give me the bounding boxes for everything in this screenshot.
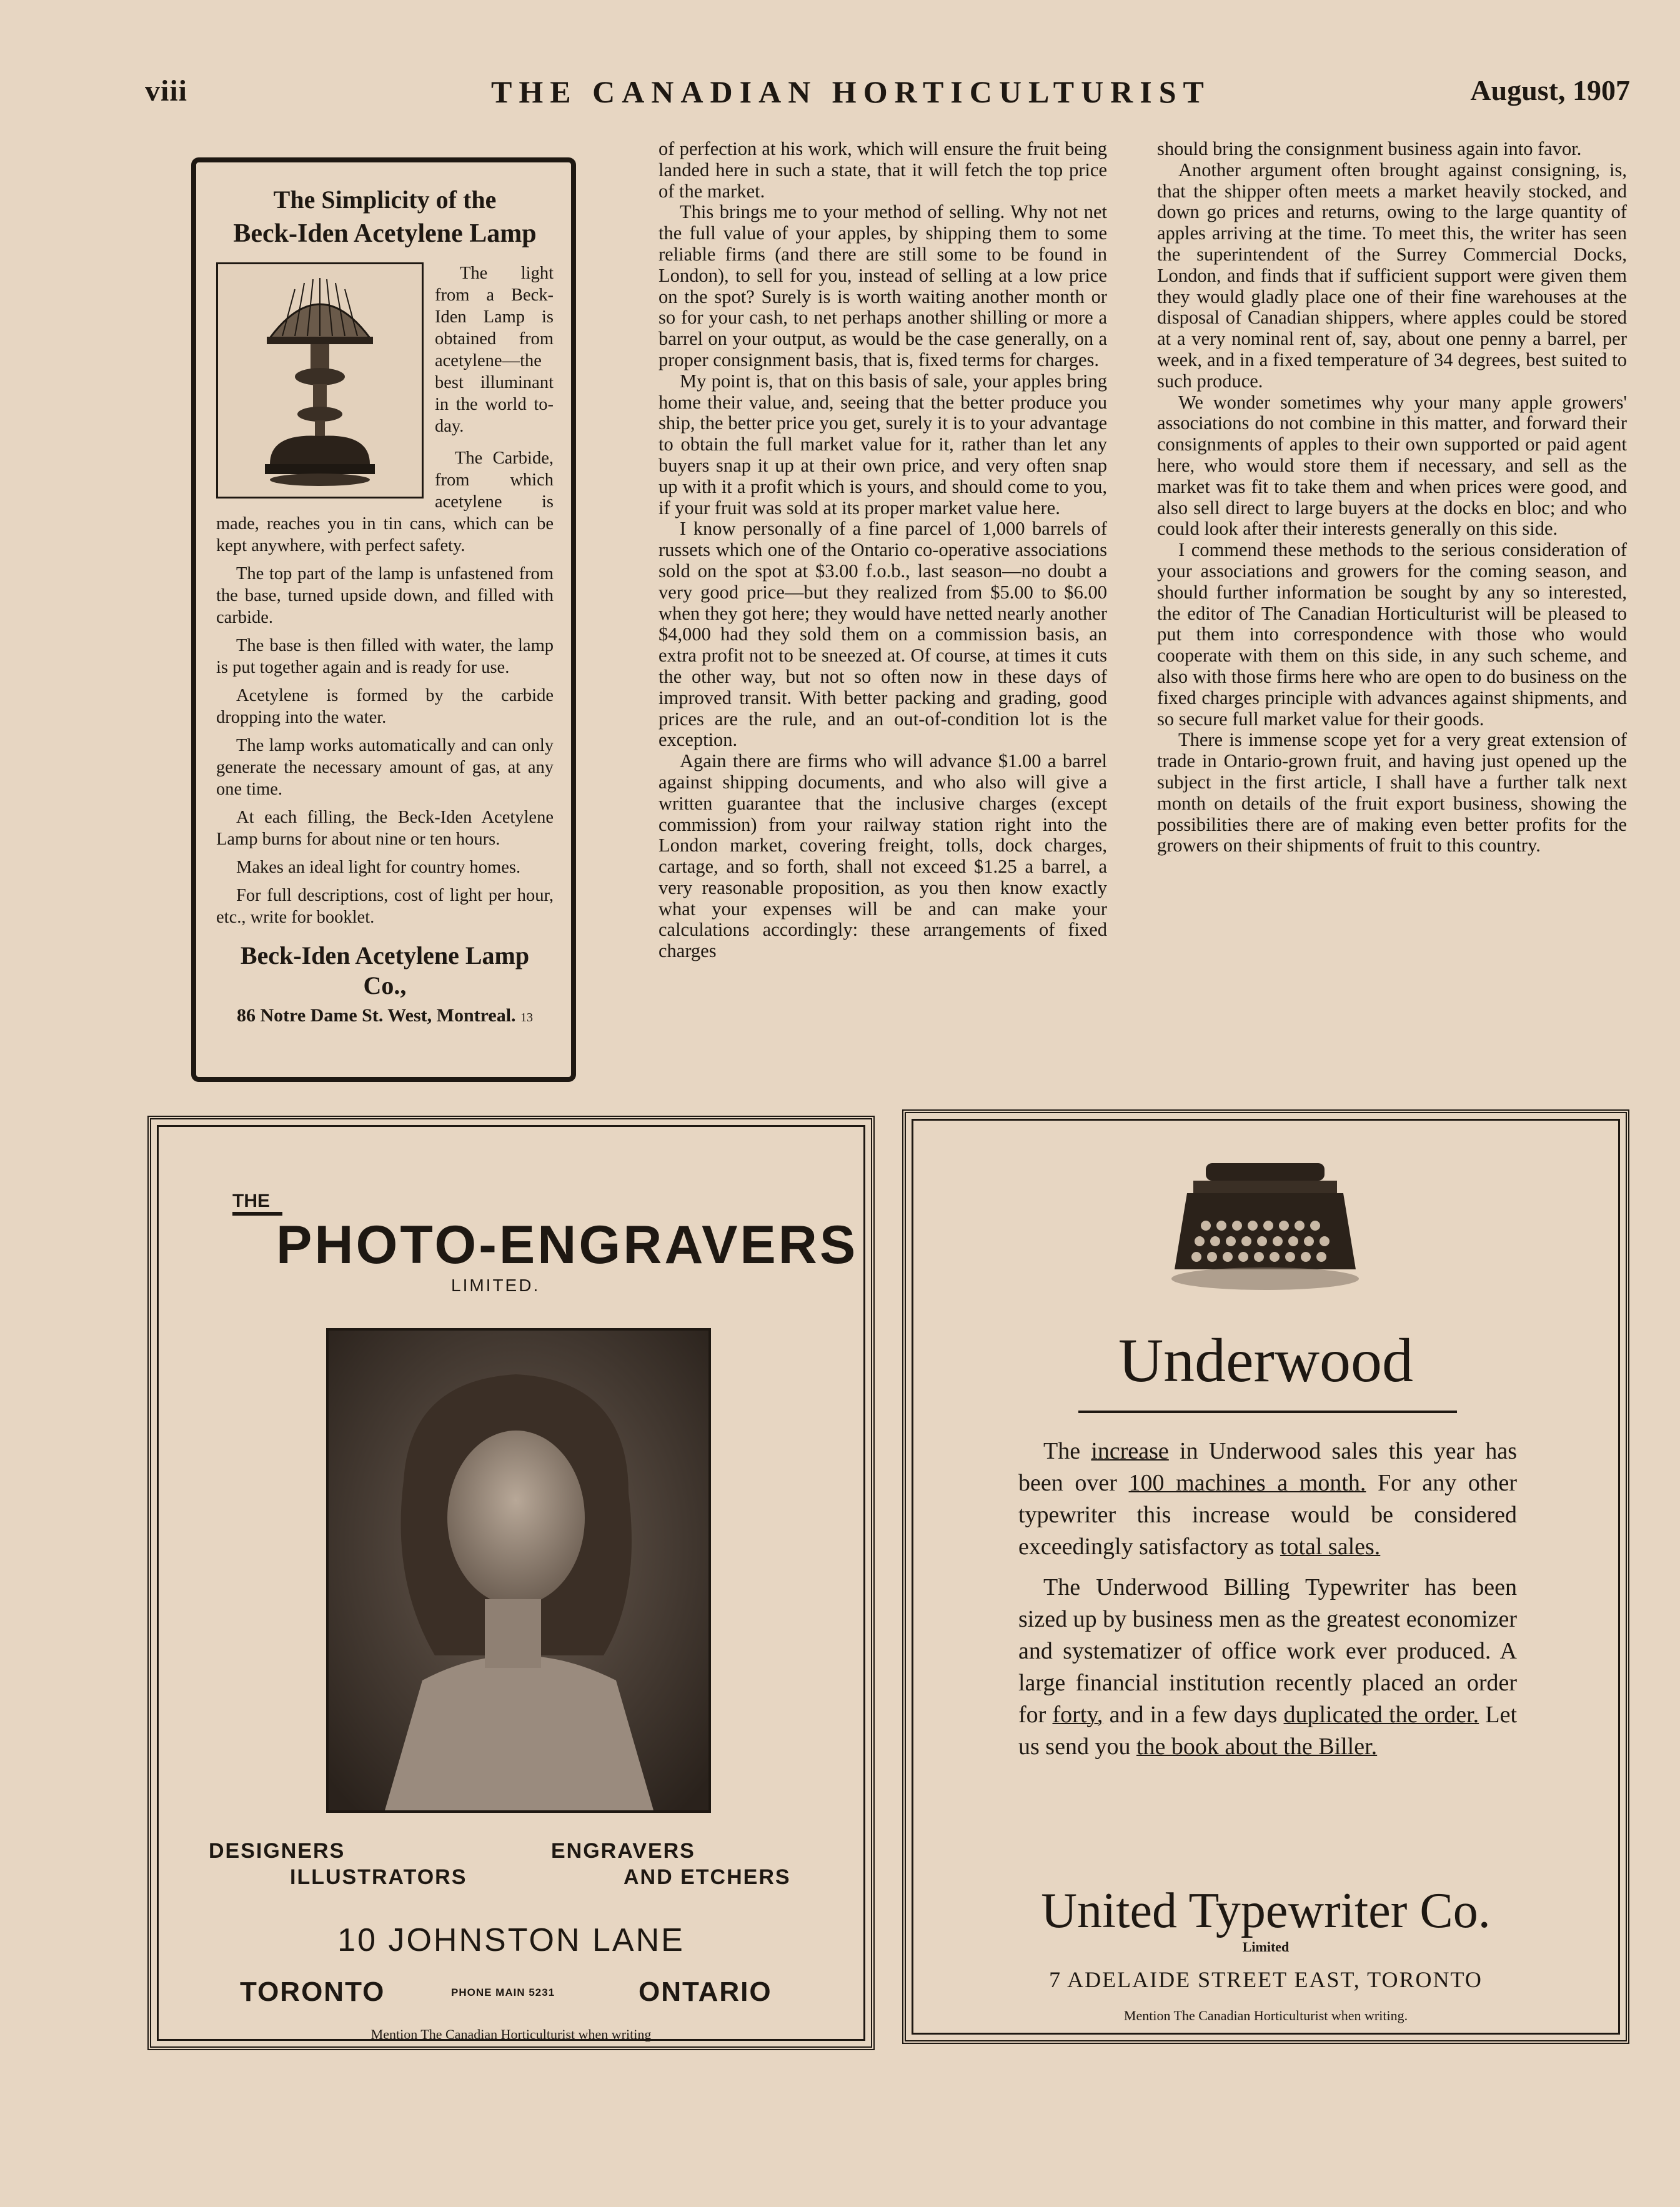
- uw-address: 7 ADELAIDE STREET EAST, TORONTO: [1049, 1967, 1483, 1992]
- underwood-title: Underwood: [1118, 1326, 1414, 1395]
- article-paragraph: We wonder sometimes why your many apple growers' associations do not combine in this matter, and forward their consignments of apples to their own supported or paid agent here, who would store them if necessary, and sell as the market was fit to take them and when prices were good, and also sell direct to large buyers at the docks en bloc; and who could look after their interests generally on this side.: [1157, 391, 1627, 540]
- pe-illustrators: ILLUSTRATORS: [290, 1865, 467, 1889]
- article-column-2: [1157, 139, 1627, 856]
- underwood-body: [1018, 1436, 1517, 1772]
- beck-address-line: [216, 1004, 554, 1029]
- underwood-advertisement: [902, 1109, 1629, 2044]
- article-paragraph: There is immense scope yet for a very great extension of trade in Ontario-grown fruit, and having just opened up the subject in the first article, I shall have a further talk next month on details of the fruit export business, showing the possibilities there are of making even better profits for the growers on their shipments of fruit to this country.: [1157, 729, 1627, 856]
- article-paragraph: I commend these methods to the serious consideration of your associations and growers for the coming season, and should further information be sought by any so interested, the editor of The Canadian Horticulturist will be pleased to put them into correspondence with those who would cooperate with them on this side, in any such scheme, and also with those firms here who are open to do business on the fixed charges principle with advances against shipments, and so secure full market value for their goods.: [1157, 539, 1627, 730]
- underwood-paragraph-2: The Underwood Billing Typewriter has been sized up by business men as the greatest economizer and systematizer of office work ever produced. A large financial institution recently placed an order for forty, and in a few days duplicated the order. Let us send you the book about the Biller.: [1018, 1574, 1518, 1760]
- beck-company: Beck-Iden Acetylene Lamp Co.,: [240, 941, 530, 999]
- beck-paragraph: The Carbide, from which acetylene is made, reaches you in tin cans, which can be kept anywhere, with perfect safety.: [216, 449, 554, 555]
- beck-paragraph: The top part of the lamp is unfastened from the base, turned upside down, and filled with carbide.: [216, 564, 554, 627]
- pe-street: 10 JOHNSTON LANE: [337, 1922, 685, 1958]
- beck-paragraph: The light from a Beck-Iden Lamp is obtained from acetylene—the best illuminant in the world to-day.: [435, 264, 554, 436]
- portrait-photo: [326, 1328, 711, 1813]
- typewriter-illustration: [1168, 1151, 1362, 1294]
- acetylene-lamp-icon: [218, 264, 422, 497]
- beck-address: 86 Notre Dame St. West, Montreal.: [236, 1005, 516, 1026]
- article-paragraph: I know personally of a fine parcel of 1,000 barrels of russets which one of the Ontario co-operative associations sold on the spot at $3.00 f.o.b., last season—no doubt a very good price—but they realized from $5.00 to $6.00 when they got here; they would have netted nearly another $4,000 had they sold them on a commission basis, an extra profit not to be sneezed at. Of course, at times it cuts the other way, but not so often now in these days of improved transit. With better packing and grading, good prices are the rule, and an out-of-condition lot is the exception.: [659, 518, 1107, 751]
- beck-ad-number: 13: [520, 1011, 534, 1024]
- beck-title-line1: The Simplicity of the: [273, 186, 497, 214]
- pe-phone: PHONE MAIN 5231: [451, 1986, 555, 1998]
- magazine-title: THE CANADIAN HORTICULTURIST: [491, 74, 1211, 109]
- beck-paragraph: At each filling, the Beck-Iden Acetylene Lamp burns for about nine or ten hours.: [216, 808, 554, 849]
- pe-limited: LIMITED.: [451, 1276, 540, 1295]
- uw-limited: Limited: [1242, 1939, 1290, 1955]
- beck-paragraph: The base is then filled with water, the lamp is put together again and is ready for use.: [216, 636, 554, 677]
- photo-engravers-advertisement: [147, 1116, 875, 2050]
- article-paragraph: Again there are firms who will advance $1.00 a barrel against shipping documents, and who also will give a written guarantee that the inclusive charges (except commission) from your railway station right into the London market, covering freight, tolls, dock charges, cartage, and so forth, shall not exceed $1.25 a barrel, a very reasonable proposition, as you then know exactly what your expenses will be and can make your calculations accordingly: these arrangements of fixed charges: [659, 750, 1107, 962]
- photo-engravers-logo: [232, 1169, 858, 1282]
- underwood-paragraph-1: The increase in Underwood sales this year has been over 100 machines a month. For any other typewriter this increase would be considered exceedingly satisfactory as total sales.: [1018, 1438, 1518, 1560]
- pe-city: TORONTO: [240, 1976, 385, 2007]
- lamp-illustration: [216, 262, 424, 498]
- logo-name: PHOTO-ENGRAVERS: [276, 1215, 858, 1275]
- article-paragraph: should bring the consignment business again into favor.: [1157, 138, 1582, 159]
- article-paragraph: of perfection at his work, which will ensure the fruit being landed here in such a state, that it will fetch the top price of the market.: [659, 138, 1107, 202]
- beck-iden-advertisement: [191, 157, 576, 1082]
- typewriter-icon: [1168, 1151, 1362, 1294]
- issue-date: August, 1907: [1470, 74, 1630, 106]
- portrait-image: [329, 1331, 708, 1810]
- article-paragraph: My point is, that on this basis of sale, your apples bring home their value, and, seeing that the better produce you ship, the better price you get, surely it is to your advantage to obtain the full market value for it, rather than let any buyers snap it up at their own price, and very often snap up with it a profit which is yours, and should come to you, if your fruit was sold at its proper market value here.: [659, 370, 1107, 518]
- pe-mention: Mention The Canadian Horticulturist when writing: [370, 2026, 652, 2042]
- pe-etchers: AND ETCHERS: [624, 1865, 791, 1889]
- beck-paragraph: The lamp works automatically and can only generate the necessary amount of gas, at any one time.: [216, 736, 554, 799]
- pe-province: ONTARIO: [639, 1976, 772, 2007]
- title-underline: [1078, 1411, 1457, 1413]
- beck-paragraph: Acetylene is formed by the carbide dropping into the water.: [216, 686, 554, 727]
- united-typewriter-company: United Typewriter Co.: [1041, 1883, 1491, 1938]
- logo-the: THE: [232, 1191, 270, 1211]
- article-paragraph: This brings me to your method of selling. Why not net the full value of your apples, by shipping them to some reliable firms (and there are still some to be found in London), to sell for you, instead of selling at a low price on the spot? Surely is is worth waiting another month or so for your cash, to net perhaps another shilling or more a barrel on your output, as would be the case generally, on a proper consignment basis, that is, fixed terms for charges.: [659, 201, 1107, 370]
- page-number: viii: [145, 74, 188, 107]
- beck-paragraph: Makes an ideal light for country homes.: [236, 858, 521, 877]
- uw-mention: Mention The Canadian Horticulturist when writing.: [1123, 2008, 1408, 2023]
- beck-paragraph: For full descriptions, cost of light per hour, etc., write for booklet.: [216, 886, 554, 927]
- article-column-1: [659, 139, 1107, 962]
- beck-title-line2: Beck-Iden Acetylene Lamp: [233, 219, 537, 248]
- article-paragraph: Another argument often brought against consigning, is, that the shipper often meets a market heavily stocked, and down go prices and returns, owing to the large quantity of apples arriving at the time. To meet this, the writer has seen the superintendent of the Surrey Commercial Docks, London, and finds that if sufficient support were given them they would gladly place one of their fine warehouses at the disposal of Canadian shippers, where apples could be stored at a very nominal rent of, say, about one penny a barrel, per week, and in a fixed temperature of 34 degrees, best suited to such produce.: [1157, 159, 1627, 392]
- pe-designers: DESIGNERS: [209, 1839, 345, 1863]
- photo-engravers-logo-art: [232, 1169, 858, 1282]
- pe-engravers: ENGRAVERS: [551, 1839, 695, 1863]
